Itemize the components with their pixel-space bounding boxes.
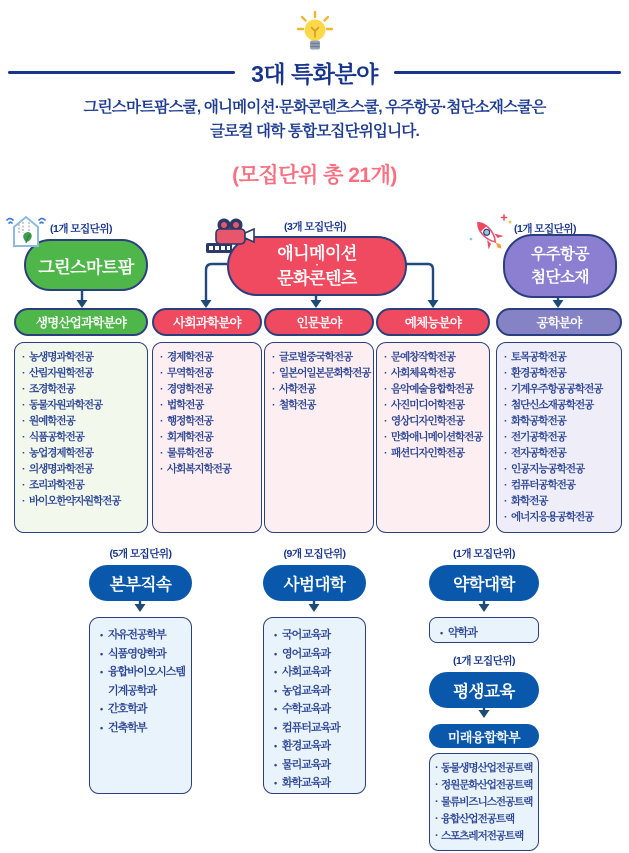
field-box-arts-sports: [376, 342, 490, 533]
department-item: • 약학과: [438, 624, 534, 643]
pharmacy-list-box: [429, 617, 539, 643]
major-item: · 전자공학전공: [503, 445, 618, 461]
animation-branch-label-2: 문화콘텐츠: [277, 269, 357, 288]
smart-farm-greenhouse-icon: [4, 212, 48, 255]
total-count-badge: (모집단위 총 21개): [232, 164, 397, 187]
rocket-icon: [468, 212, 514, 261]
major-item: · 영상디자인학전공: [383, 413, 486, 429]
section-lifelong-education: [429, 653, 539, 851]
major-item: · 인공지능공학전공: [503, 461, 618, 477]
major-item: · 기계우주항공공학전공: [503, 381, 618, 397]
major-item: · 만화애니메이션학전공: [383, 429, 486, 445]
film-projector-icon: [205, 217, 257, 264]
department-item: • 영어교육과: [272, 645, 361, 664]
major-item: · 화학공학전공: [503, 413, 618, 429]
animation-branch-label-1: 애니메이션: [277, 244, 357, 263]
animation-count-label: (3개 모집단위): [284, 221, 346, 233]
major-item: · 사회복지학전공: [159, 461, 258, 477]
field-box-social-science: [152, 342, 262, 533]
page-title: 3대 특화분야: [251, 61, 378, 87]
field-pill-life-science: 생명산업과학분야: [14, 308, 148, 336]
major-item: · 경제학전공: [159, 349, 258, 365]
major-item: · 물류학전공: [159, 445, 258, 461]
field-column-life-science: [14, 308, 148, 533]
future-convergence-pill: 미래융합학부: [429, 724, 539, 748]
major-item: · 화학전공: [503, 493, 618, 509]
field-column-engineering: [496, 308, 622, 533]
field-box-humanities: [264, 342, 374, 533]
major-item: · 농생명과학전공: [21, 349, 144, 365]
department-item: • 환경교육과: [272, 737, 361, 756]
field-column-social-science: [152, 308, 262, 533]
track-item: · 정원문화산업전공트랙: [434, 777, 536, 794]
field-box-life-science: [14, 342, 148, 533]
aerospace-branch-label-1: 우주항공: [531, 246, 589, 263]
farm-count-label: (1개 모집단위): [50, 223, 112, 235]
field-pill-humanities: 인문분야: [264, 308, 374, 336]
major-item: · 바이오한약자원학전공: [21, 493, 144, 509]
department-item: • 화학교육과: [272, 774, 361, 793]
lifelong-education-pill: 평생교육: [429, 672, 539, 708]
department-item: • 융합바이오시스템 기계공학과: [98, 663, 187, 700]
major-item: · 패션디자인학전공: [383, 445, 486, 461]
department-item: • 수학교육과: [272, 700, 361, 719]
major-item: · 식품공학전공: [21, 429, 144, 445]
major-item: · 산림자원학전공: [21, 365, 144, 381]
department-item: • 컴퓨터교육과: [272, 719, 361, 738]
major-item: · 조경학전공: [21, 381, 144, 397]
field-pill-social-science: 사회과학분야: [152, 308, 262, 336]
major-item: · 컴퓨터공학전공: [503, 477, 618, 493]
lifelong-count-label: (1개 모집단위): [453, 655, 515, 667]
lightbulb-icon: [295, 10, 335, 61]
major-item: · 의생명과학전공: [21, 461, 144, 477]
track-item: · 동물생명산업전공트랙: [434, 760, 536, 777]
major-item: · 사진미디어학전공: [383, 397, 486, 413]
major-item: · 전기공학전공: [503, 429, 618, 445]
education-list-box: [263, 617, 366, 794]
section-headquarters: [89, 546, 192, 794]
department-item: • 자유전공학부: [98, 626, 187, 645]
major-item: · 글로벌중국학전공: [271, 349, 370, 365]
major-item: · 농업경제학전공: [21, 445, 144, 461]
major-item: · 회계학전공: [159, 429, 258, 445]
field-column-humanities: [264, 308, 374, 533]
major-item: · 무역학전공: [159, 365, 258, 381]
pharmacy-count-label: (1개 모집단위): [453, 548, 515, 560]
track-item: · 물류비즈니스전공트랙: [434, 794, 536, 811]
field-pill-engineering: 공학분야: [496, 308, 622, 336]
major-item: · 일본어일본문화학전공: [271, 365, 370, 381]
department-item: • 식품영양학과: [98, 645, 187, 664]
major-item: · 에너지응용공학전공: [503, 509, 618, 525]
field-column-arts-sports: [376, 308, 490, 533]
department-item: • 건축학부: [98, 719, 187, 738]
major-item: · 문예창작학전공: [383, 349, 486, 365]
field-pill-arts-sports: 예체능분야: [376, 308, 490, 336]
major-item: · 사학전공: [271, 381, 370, 397]
major-item: · 토목공학전공: [503, 349, 618, 365]
title-divider-right: [394, 71, 621, 74]
aerospace-count-label: (1개 모집단위): [514, 223, 576, 235]
future-convergence-list-box: [429, 753, 539, 851]
department-item: • 국어교육과: [272, 626, 361, 645]
title-row: [8, 56, 621, 89]
aerospace-branch-label-2: 첨단소재: [531, 269, 589, 286]
major-item: · 철학전공: [271, 397, 370, 413]
major-item: · 경영학전공: [159, 381, 258, 397]
education-college-pill: 사범대학: [263, 565, 366, 601]
aerospace-branch-dot: ·: [558, 260, 562, 271]
major-item: · 사회체육학전공: [383, 365, 486, 381]
department-item: • 물리교육과: [272, 756, 361, 775]
department-item: • 사회교육과: [272, 663, 361, 682]
headquarters-list-box: [89, 617, 192, 794]
section-pharmacy-college: [429, 546, 539, 643]
major-item: · 원예학전공: [21, 413, 144, 429]
farm-branch-label: 그린스마트팜: [38, 257, 134, 277]
major-item: · 조리과학전공: [21, 477, 144, 493]
title-divider-left: [8, 71, 235, 74]
section-education-college: [263, 546, 366, 794]
major-item: · 환경공학전공: [503, 365, 618, 381]
subtitle-line-2: 글로컬 대학 통합모집단위입니다.: [210, 123, 419, 140]
track-item: · 융합산업전공트랙: [434, 811, 536, 828]
aerospace-branch-pill: [503, 234, 617, 298]
major-item: · 법학전공: [159, 397, 258, 413]
subtitle-line-1: 그린스마트팜스쿨, 애니메이션·문화콘텐츠스쿨, 우주항공·첨단소재스쿨은: [83, 99, 546, 116]
department-item: • 농업교육과: [272, 682, 361, 701]
pharmacy-college-pill: 약학대학: [429, 565, 539, 601]
major-item: · 첨단신소재공학전공: [503, 397, 618, 413]
headquarters-count-label: (5개 모집단위): [109, 548, 172, 560]
major-item: · 음악예술융합학전공: [383, 381, 486, 397]
animation-branch-dot: ·: [315, 260, 319, 271]
headquarters-pill: 본부직속: [89, 565, 192, 601]
major-item: · 동물자원과학전공: [21, 397, 144, 413]
track-item: · 스포츠레저전공트랙: [434, 828, 536, 845]
major-item: · 행정학전공: [159, 413, 258, 429]
education-count-label: (9개 모집단위): [283, 548, 346, 560]
department-item: • 간호학과: [98, 700, 187, 719]
subtitle: [0, 96, 629, 144]
field-box-engineering: [496, 342, 622, 533]
